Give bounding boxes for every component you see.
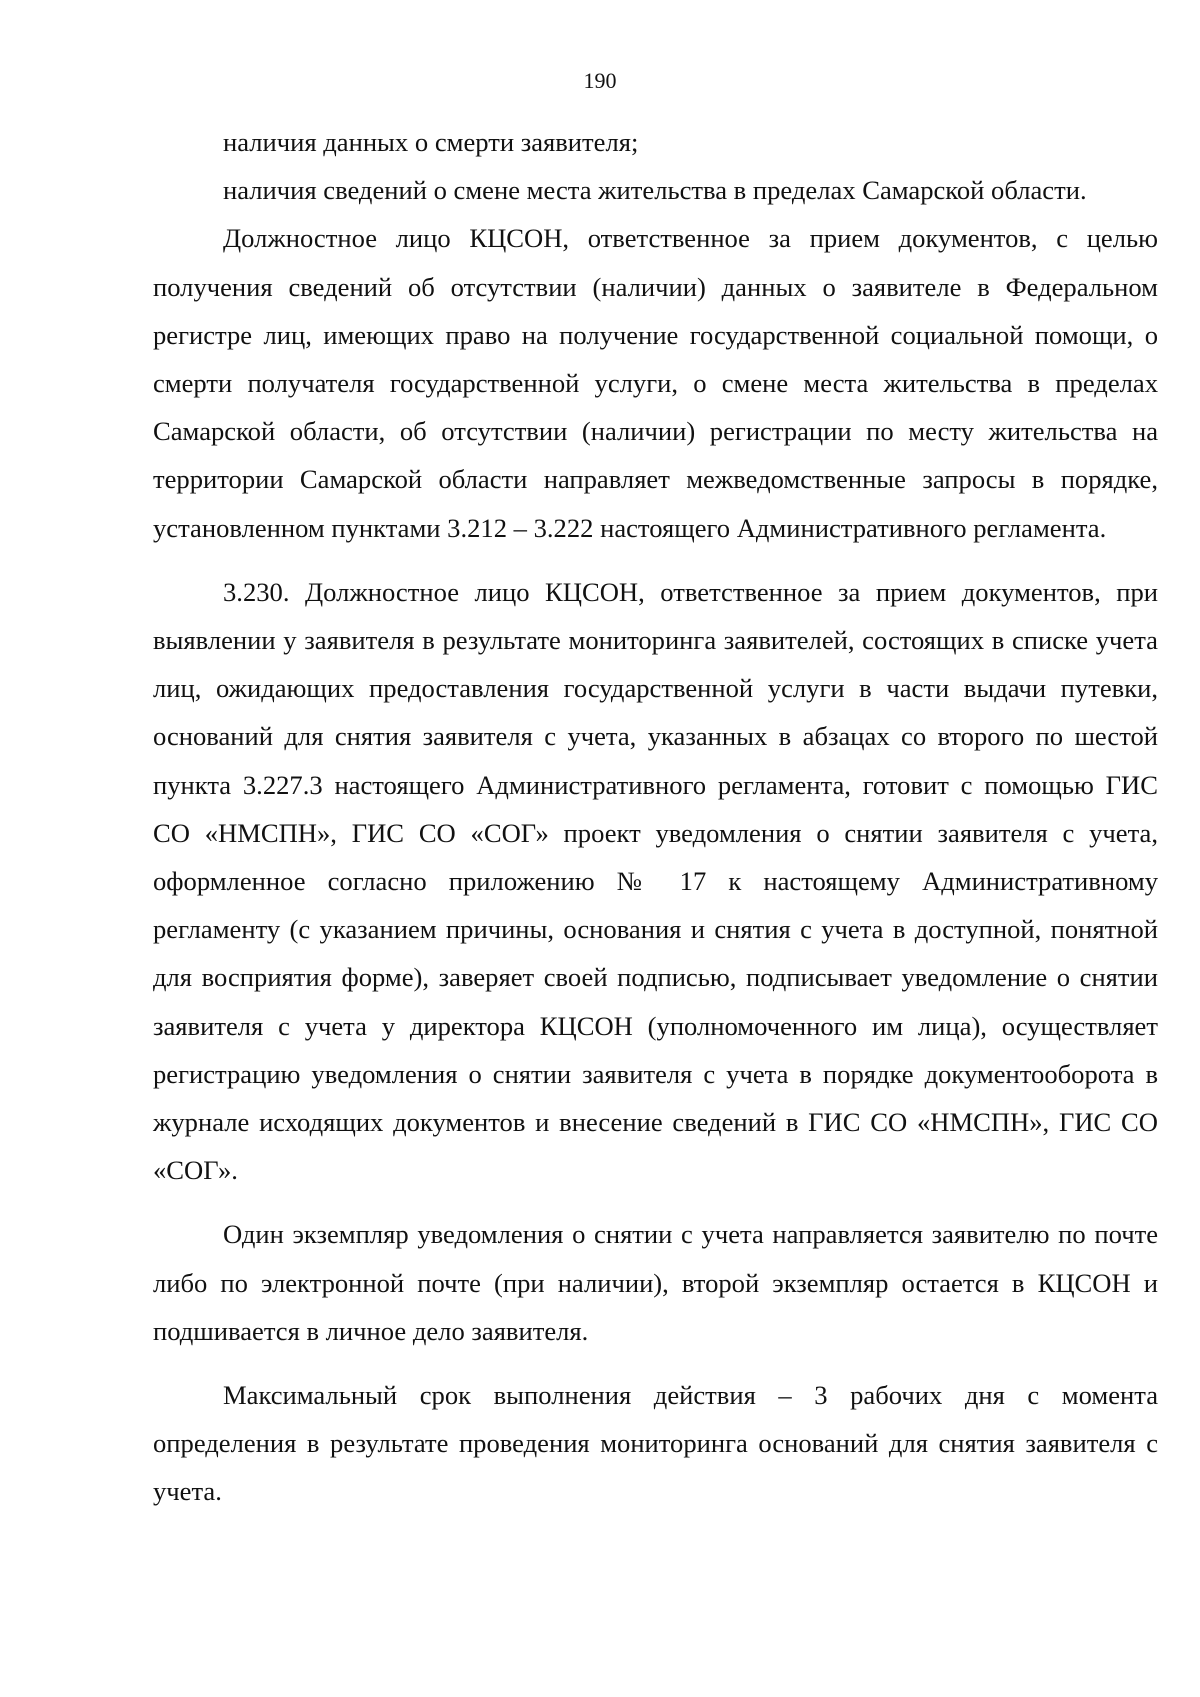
paragraph-interagency-requests: Должностное лицо КЦСОН, ответственное за прием документов, с целью получения сведений об отсутствии (наличии) данных о заявителе в Федеральном регистре лиц, имеющих право на получение государственной социальной помощи, о смерти получателя государственной услуги, о смене места жительства в пределах Самарской области, об отсутствии (наличии) регистрации по месту жительства на территории Самарской области направляет межведомственные запросы в порядке, установленном пунктами 3.212 – 3.222 настоящего Административного регламента. — [153, 223, 1158, 543]
document-body — [153, 118, 1158, 1516]
page-number: 190 — [583, 68, 617, 93]
paragraph-notification-copies: Один экземпляр уведомления о снятии с учета направляется заявителю по почте либо по электронной почте (при наличии), второй экземпляр остается в КЦСОН и подшивается в личное дело заявителя. — [153, 1219, 1158, 1346]
paragraph-3-230: 3.230. Должностное лицо КЦСОН, ответственное за прием документов, при выявлении у заявителя в результате мониторинга заявителей, состоящих в списке учета лиц, ожидающих предоставления государственной услуги в части выдачи путевки, оснований для снятия заявителя с учета, указанных в абзацах со второго по шестой пункта 3.227.3 настоящего Административного регламента, готовит с помощью ГИС СО «НМСПН», ГИС СО «СОГ» проект уведомления о снятии заявителя с учета, оформленное согласно приложению № 17 к настоящему Административному регламенту (с указанием причины, основания и снятия с учета в доступной, понятной для восприятия форме), заверяет своей подписью, подписывает уведомление о снятии заявителя с учета у директора КЦСОН (уполномоченного им лица), осуществляет регистрацию уведомления о снятии заявителя с учета в порядке документооборота в журнале исходящих документов и внесение сведений в ГИС СО «НМСПН», ГИС СО «СОГ». — [153, 576, 1158, 1186]
paragraph-death-data: наличия данных о смерти заявителя; — [223, 127, 639, 157]
paragraph-max-term: Максимальный срок выполнения действия – 3 рабочих дня с момента определения в результате проведения мониторинга оснований для снятия заявителя с учета. — [153, 1380, 1158, 1507]
paragraph-residence-change: наличия сведений о смене места жительства в пределах Самарской области. — [223, 175, 1087, 206]
